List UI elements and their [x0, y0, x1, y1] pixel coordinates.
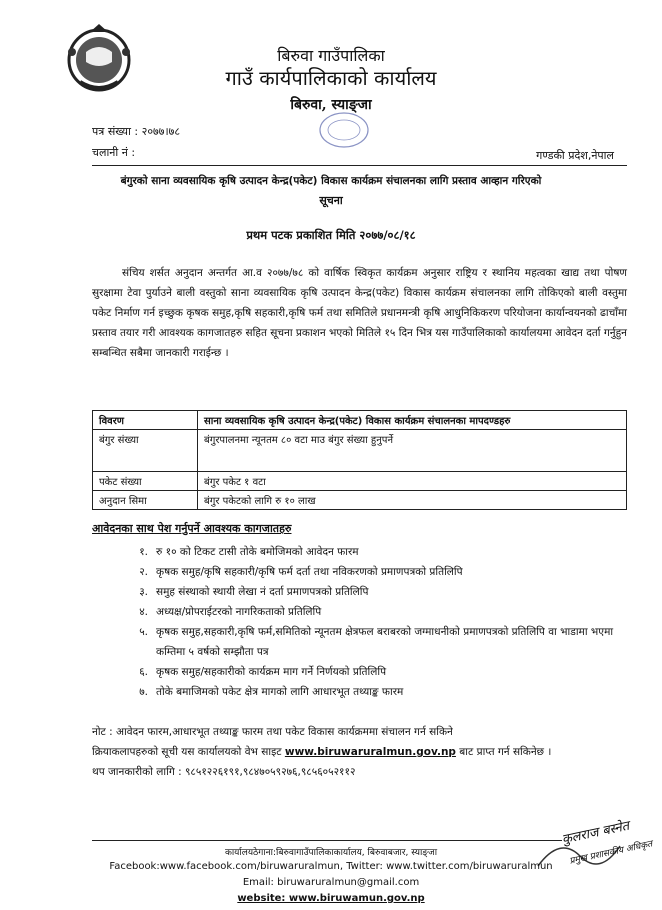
publication-date: प्रथम पटक प्रकाशित मिति २०७७/०८/१८: [246, 228, 416, 242]
office-name: गाउँ कार्यपालिकाको कार्यालय: [225, 66, 437, 90]
list-item-text: समुह संस्थाको स्थायी लेखा नं दर्ता प्रमाणपत्रको प्रतिलिपि: [156, 586, 369, 598]
footer-address: कार्यालयठेगाना:बिरुवागाउँपालिकाकार्यालय, बिरुवाबजार, स्याङ्जा: [224, 848, 438, 858]
office-location: बिरुवा, स्याङ्जा: [290, 97, 372, 113]
list-item: [110, 662, 630, 682]
footer-website[interactable]: website: www.biruwamun.gov.np: [237, 893, 425, 904]
notice-title-suffix: सूचना: [319, 194, 343, 207]
list-item: [110, 542, 630, 562]
notice-body: संचिय शर्सत अनुदान अन्तर्गत आ.व २०७७/७८ को वार्षिक स्विकृत कार्यक्रम अनुसार राष्ट्रिय र स्थानिय महत्वका खाद्य तथा पोषण सुरक्षामा टेवा पुर्याउने बाली वस्तुको साना व्यवसायिक कृषि उत्पादन केन्द्र(पकेट) विकास कार्यक्रम संचालनका लागि तोकिएको बाली वस्तुमा पकेट निर्माण गर्न इच्छुक कृषक समुह,कृषि सहकारी,कृषि फर्म तथा समितिले प्रधानमन्त्री कृषि आधुनिकिकरण परियोजना कार्यान्वयनको ढाचाँमा प्रस्ताव तयार गरी आवश्यक कागजातहरु सहित सूचना प्रकाशन भएको मितिले १५ दिन भित्र यस गाउँपालिकाको कार्यालयमा आवेदन दर्ता गर्नुहुन सम्बन्धित सबैमा जानकारी गराईन्छ ।: [92, 267, 627, 359]
list-item: [110, 682, 630, 702]
list-item-number: ३.: [139, 586, 148, 598]
list-item-text: कृषक समुह,सहकारी,कृषि फर्म,समितिको न्यूनतम क्षेत्रफल बराबरको जग्माधनीको प्रमाणपत्रको प्रतिलिपि वा भाडामा भएमा कम्तिमा ५ वर्षको सम्झौता पत्र: [156, 626, 614, 658]
list-item-text: कृषक समुह/कृषि सहकारी/कृषि फर्म दर्ता तथा नविकरणको प्रमाणपत्रको प्रतिलिपि: [156, 566, 463, 578]
table-header-cell: विवरण: [93, 411, 198, 430]
footer-divider: [92, 840, 562, 841]
table-cell: बंगुर पकेटको लागि रु १० लाख: [198, 491, 627, 510]
list-item-number: १.: [139, 546, 148, 558]
table-row: [93, 430, 627, 472]
footer-email: Email: biruwaruralmun@gmail.com: [242, 877, 420, 888]
list-item-text: तोके बमाजिमको पकेट क्षेत्र मागको लागि आधारभूत तथ्याङ्क फारम: [156, 686, 404, 698]
table-row: [93, 472, 627, 491]
list-item-number: ४.: [139, 606, 148, 618]
list-item: [110, 622, 630, 662]
table-cell: बंगुर संख्या: [93, 430, 198, 472]
note-line: [92, 742, 632, 762]
criteria-table: [92, 410, 627, 510]
reference-number: पत्र संख्या : २०७७।७८: [92, 125, 181, 138]
contact-numbers: थप जानकारीको लागि : ९८५१२२६१९१,९८४७०५९२७६,९८५६०५२११२: [92, 766, 356, 778]
signature-name: कुलराज बस्नेत: [560, 818, 631, 848]
table-row: [93, 491, 627, 510]
table-cell: बंगुर पकेट १ वटा: [198, 472, 627, 491]
list-item-text: रु १० को टिकट टासी तोके बमोजिमको आवेदन फारम: [156, 546, 359, 558]
table-cell: बंगुरपालनमा न्यूनतम ८० वटा माउ बंगुर संख्या हुनुपर्ने: [198, 430, 627, 472]
notice-title: बंगुरको साना व्यवसायिक कृषि उत्पादन केन्द्र(पकेट) विकास कार्यक्रम संचालनका लागि प्रस्ताव आव्हान गरिएको: [120, 175, 542, 187]
list-item: [110, 562, 630, 582]
municipality-name: बिरुवा गाउँपालिका: [277, 46, 385, 65]
list-item-text: अध्यक्ष/प्रोपराईटरको नागरिकताको प्रतिलिपि: [156, 606, 322, 618]
office-stamp-icon: [318, 110, 370, 150]
signature-title: प्रमुख प्रशासकीय अधिकृत: [568, 839, 654, 867]
note-text: बाट प्राप्त गर्न सकिनेछ ।: [455, 746, 552, 758]
table-cell: अनुदान सिमा: [93, 491, 198, 510]
note-line: नोट : आवेदन फारम,आधारभूत तथ्याङ्क फारम तथा पकेट विकास कार्यक्रममा संचालन गर्न सकिने: [92, 726, 453, 738]
documents-title: आवेदनका साथ पेश गर्नुपर्ने आवश्यक कागजातहरु: [92, 522, 292, 535]
note-section: [92, 722, 632, 782]
list-item-number: ७.: [139, 686, 148, 698]
list-item-number: ६.: [139, 666, 148, 678]
header-divider: [92, 165, 627, 166]
dispatch-number: चलानी नं :: [92, 146, 136, 159]
table-cell: पकेट संख्या: [93, 472, 198, 491]
footer-social: Facebook:www.facebook.com/biruwaruralmun, Twitter: www.twitter.com/biruwaruralmun: [109, 861, 553, 872]
list-item: [110, 582, 630, 602]
list-item-text: कृषक समुह/सहकारीको कार्यक्रम माग गर्ने निर्णयको प्रतिलिपि: [156, 666, 387, 678]
province-label: गण्डकी प्रदेश,नेपाल: [536, 149, 614, 162]
list-item: [110, 602, 630, 622]
table-header-cell: साना व्यवसायिक कृषि उत्पादन केन्द्र(पकेट) विकास कार्यक्रम संचालनका मापदण्डहरु: [198, 411, 627, 430]
website-link[interactable]: www.biruwaruralmun.gov.np: [284, 746, 456, 758]
note-text: क्रियाकलापहरुको सूची यस कार्यालयको वेभ साइट: [92, 746, 285, 758]
table-header-row: [93, 411, 627, 430]
documents-list: [110, 542, 630, 702]
list-item-number: ५.: [139, 626, 148, 638]
list-item-number: २.: [139, 566, 148, 578]
